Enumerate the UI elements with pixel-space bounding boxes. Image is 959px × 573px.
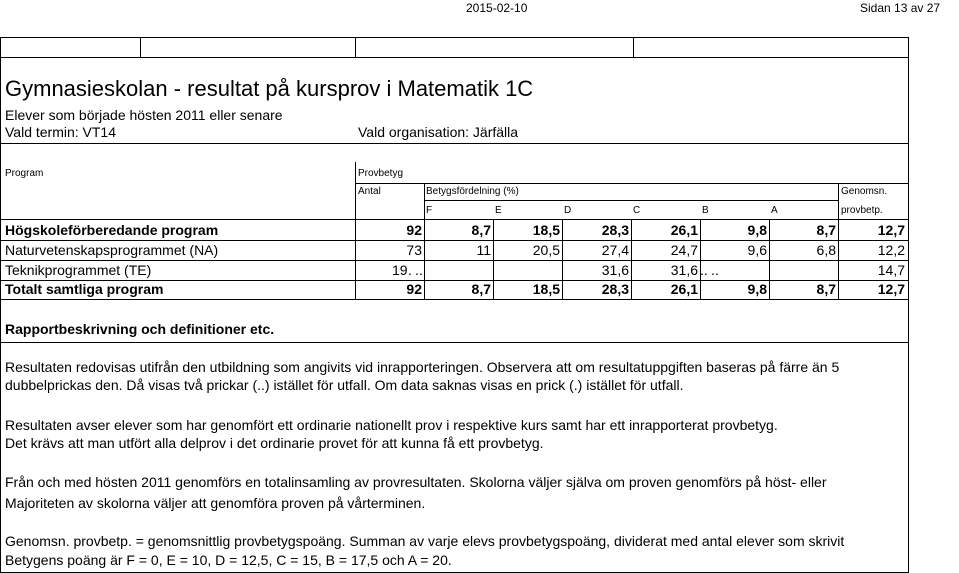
note-paragraph-3-line-1: Från och med hösten 2011 genomförs en totalinsamling av provresultaten. Skolorna väljer själva om proven genomförs på höst- eller [5, 474, 827, 490]
row-average: 12,7 [877, 281, 905, 297]
row-program-name: Totalt samtliga program [5, 281, 164, 297]
note-paragraph-1-line-2: dubbelprickas den. Då visas två prickar (..) istället för utfall. Om data saknas visas en prick (.) istället för utfall. [5, 377, 684, 393]
row-grade-d: 28,3 [601, 222, 629, 238]
row-grade-f: 8,7 [471, 222, 491, 238]
col-divider-fordelning [424, 183, 425, 219]
row-grade-b: 9,8 [747, 281, 767, 297]
row-grade-c: 31,6 [670, 262, 698, 278]
notes-rule [0, 342, 909, 343]
program-header: Program [5, 168, 44, 179]
row-antal: 92 [406, 281, 422, 297]
provbetp-header: provbetp. [841, 205, 883, 216]
antal-header: Antal [358, 186, 381, 197]
grade-header-e: E [495, 205, 502, 216]
provbetyg-rule [355, 183, 909, 184]
page-title: Gymnasieskolan - resultat på kursprov i Matematik 1C [5, 76, 534, 101]
row-grade-e: 20,5 [532, 242, 560, 258]
row-antal: 19 [392, 262, 408, 278]
row-grade-e: .. [415, 262, 423, 278]
provbetyg-header: Provbetyg [358, 168, 404, 179]
row-grade-a: 8,7 [816, 281, 836, 297]
row-col-divider-1 [355, 219, 356, 299]
grade-header-c: C [633, 205, 641, 216]
selected-term: Vald termin: VT14 [5, 124, 117, 140]
row-grade-f: . [408, 262, 412, 278]
frame-divider-3 [633, 37, 634, 57]
row-grade-e: 18,5 [532, 281, 560, 297]
row-col-divider-6 [700, 219, 701, 299]
row-grade-f: 8,7 [471, 281, 491, 297]
notes-heading: Rapportbeskrivning och definitioner etc. [5, 321, 275, 337]
note-paragraph-4-line-1: Genomsn. provbetp. = genomsnittlig provbetygspoäng. Summan av varje elevs provbetygspoäng, dividerat med antal elever som skrivit [5, 533, 845, 549]
row-col-divider-2 [424, 219, 425, 299]
row-grade-b: 9,6 [747, 242, 767, 258]
row-program-name: Teknikprogrammet (TE) [5, 262, 152, 278]
col-divider-genomsn [838, 183, 839, 219]
fordelning-rule [424, 200, 838, 201]
frame-divider-2 [355, 37, 356, 57]
report-subtitle: Elever som började hösten 2011 eller senare [5, 107, 283, 123]
row-grade-f: 11 [476, 242, 491, 258]
row-average: 14,7 [877, 262, 905, 278]
row-col-divider-3 [493, 219, 494, 299]
grade-header-a: A [771, 205, 778, 216]
row-grade-c: 26,1 [670, 222, 698, 238]
row-col-divider-4 [562, 219, 563, 299]
row-grade-b: 9,8 [747, 222, 767, 238]
note-paragraph-4-line-2: Betygens poäng är F = 0, E = 10, D = 12,5, C = 15, B = 17,5 och A = 20. [5, 552, 452, 568]
row-grade-e: 18,5 [532, 222, 560, 238]
grade-header-b: B [702, 205, 709, 216]
page-number: Sidan 13 av 27 [860, 1, 941, 15]
grade-header-d: D [564, 205, 572, 216]
row-grade-a: 8,7 [816, 222, 836, 238]
row-antal: 73 [406, 242, 422, 258]
row-rule-1 [0, 240, 909, 241]
header-bottom-rule [0, 219, 909, 220]
row-grade-a: .. [711, 262, 719, 278]
row-rule-4 [0, 299, 909, 300]
genomsn-header: Genomsn. [841, 186, 888, 197]
fordelning-header: Betygsfördelning (%) [426, 186, 519, 197]
row-average: 12,7 [877, 222, 905, 238]
note-paragraph-1-line-1: Resultaten redovisas utifrån den utbildning som angivits vid inrapporteringen. Observera att om resultatuppgiften baseras på färre än 5 [5, 359, 840, 375]
grade-header-f: F [426, 205, 433, 216]
row-grade-d: 28,3 [601, 281, 629, 297]
row-col-divider-7 [769, 219, 770, 299]
row-grade-c: 24,7 [670, 242, 698, 258]
row-grade-a: 6,8 [816, 242, 836, 258]
row-rule-2 [0, 260, 909, 261]
note-paragraph-2-line-1: Resultaten avser elever som har genomfört ett ordinarie nationellt prov i respektive kurs samt har ett inrapporterat provbetyg. [5, 417, 778, 433]
note-paragraph-2-line-2: Det krävs att man utfört alla delprov i det ordinarie provet för att kunna få ett provbetyg. [5, 435, 544, 451]
selected-organisation: Vald organisation: Järfälla [358, 124, 519, 140]
row-grade-b: .. [700, 262, 708, 278]
row-average: 12,2 [877, 242, 905, 258]
row-col-divider-8 [838, 219, 839, 299]
row-antal: 92 [406, 222, 422, 238]
row-col-divider-5 [631, 219, 632, 299]
row-grade-d: 31,6 [601, 262, 629, 278]
print-date: 2015-02-10 [466, 1, 528, 15]
row-grade-c: 26,1 [670, 281, 698, 297]
note-paragraph-3-line-2: Majoriteten av skolorna väljer att genomföra proven på vårterminen. [5, 495, 426, 511]
frame-top-rule [0, 57, 909, 58]
col-divider-provbetyg [355, 162, 356, 219]
row-program-name: Naturvetenskapsprogrammet (NA) [5, 242, 219, 258]
title-rule [0, 143, 909, 144]
row-program-name: Högskoleförberedande program [5, 222, 219, 238]
row-grade-d: 27,4 [601, 242, 629, 258]
frame-divider-1 [140, 37, 141, 57]
